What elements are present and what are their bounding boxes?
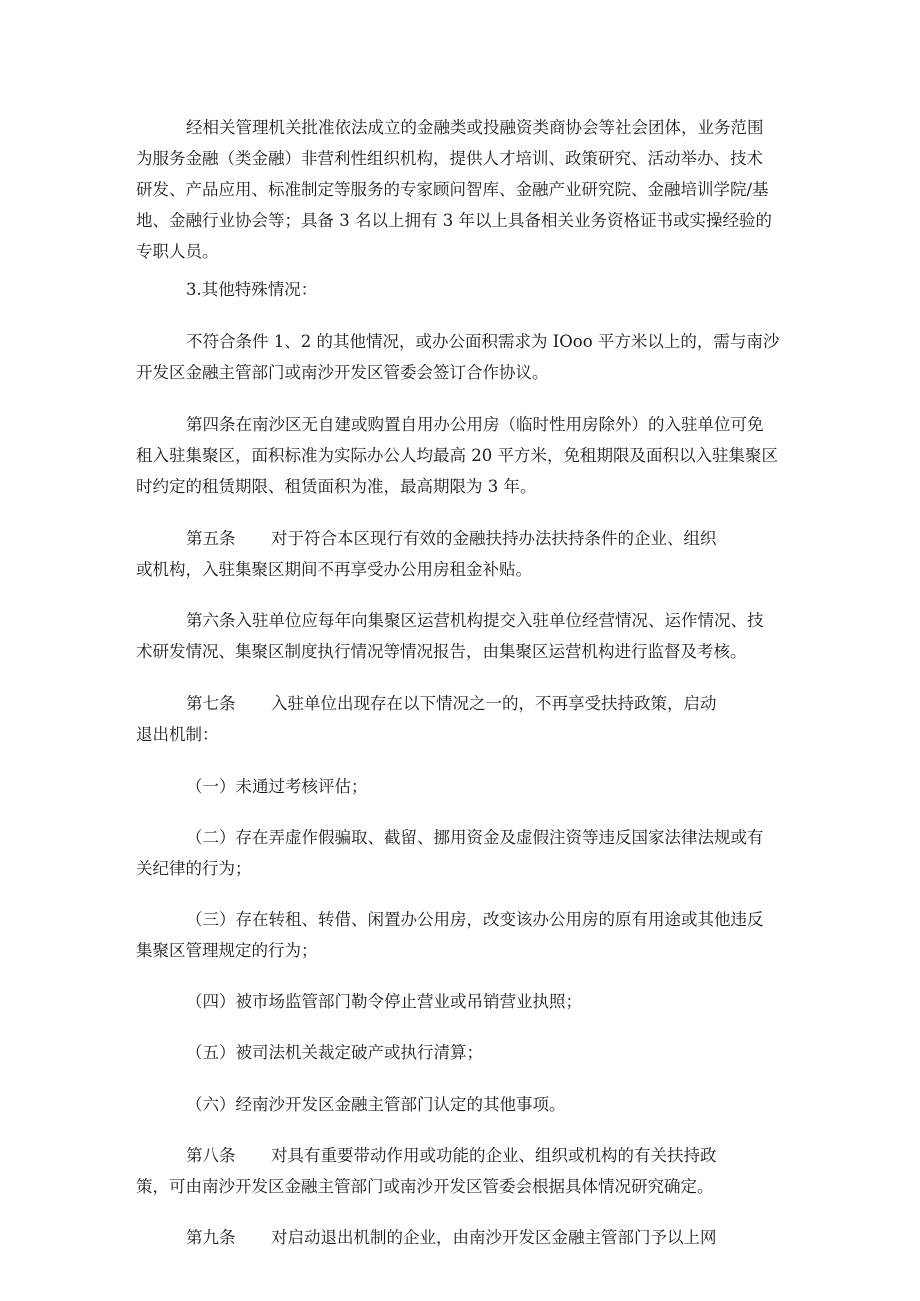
list-item-3 bbox=[136, 904, 788, 966]
paragraph-article-9 bbox=[136, 1222, 788, 1253]
text-line: 或机构，入驻集聚区期间不再享受办公用房租金补贴。 bbox=[136, 560, 532, 579]
paragraph-other-special-detail bbox=[136, 326, 788, 388]
paragraph-association bbox=[136, 112, 788, 267]
text-line: （六）经南沙开发区金融主管部门认定的其他事项。 bbox=[186, 1095, 566, 1114]
text-line: 集聚区管理规定的行为； bbox=[136, 941, 318, 960]
article-9-heading: 第九条 bbox=[186, 1228, 236, 1247]
paragraph-article-4 bbox=[136, 409, 788, 502]
text-line: 开发区金融主管部门或南沙开发区管委会签订合作协议。 bbox=[136, 363, 549, 382]
paragraph-article-8 bbox=[136, 1140, 788, 1202]
text-line: 退出机制： bbox=[136, 725, 219, 744]
text-line: 不符合条件 1、2 的其他情况，或办公面积需求为 IOoo 平方米以上的，需与南沙 bbox=[186, 332, 780, 351]
text-line: 第六条入驻单位应每年向集聚区运营机构提交入驻单位经营情况、运作情况、技 bbox=[186, 611, 764, 630]
paragraph-article-7 bbox=[136, 688, 788, 750]
text-line: （三）存在转租、转借、闲置办公用房，改变该办公用房的原有用途或其他违反 bbox=[186, 910, 764, 929]
paragraph-article-5 bbox=[136, 523, 788, 585]
text-line: 经相关管理机关批准依法成立的金融类或投融资类商协会等社会团体，业务范围 bbox=[186, 118, 764, 137]
text-line: （二）存在弄虚作假骗取、截留、挪用资金及虚假注资等违反国家法律法规或有 bbox=[186, 828, 764, 847]
text-line: （五）被司法机关裁定破产或执行清算； bbox=[186, 1043, 483, 1062]
paragraph-article-6 bbox=[136, 605, 788, 667]
text-line: 为服务金融（类金融）非营利性组织机构，提供人才培训、政策研究、活动举办、技术 bbox=[136, 149, 763, 168]
text-line: 对启动退出机制的企业，由南沙开发区金融主管部门予以上网 bbox=[271, 1228, 717, 1247]
text-line: 术研发情况、集聚区制度执行情况等情况报告，由集聚区运营机构进行监督及考核。 bbox=[136, 642, 747, 661]
text-line: （四）被市场监管部门勒令停止营业或吊销营业执照； bbox=[186, 992, 582, 1011]
text-line: 对于符合本区现行有效的金融扶持办法扶持条件的企业、组织 bbox=[271, 529, 717, 548]
heading-other-special bbox=[136, 274, 788, 305]
list-item-4 bbox=[136, 986, 788, 1017]
article-5-heading: 第五条 bbox=[186, 529, 236, 548]
text-line: 策，可由南沙开发区金融主管部门或南沙开发区管委会根据具体情况研究确定。 bbox=[136, 1177, 714, 1196]
list-item-6 bbox=[136, 1089, 788, 1120]
list-item-1 bbox=[136, 771, 788, 802]
text-line: 地、金融行业协会等；具备 3 名以上拥有 3 年以上具备相关业务资格证书或实操经验的 bbox=[136, 211, 772, 230]
text-line: 专职人员。 bbox=[136, 242, 219, 261]
text-line: 3.其他特殊情况： bbox=[186, 280, 318, 299]
list-item-5 bbox=[136, 1037, 788, 1068]
text-line: （一）未通过考核评估； bbox=[186, 777, 368, 796]
text-line: 第四条在南沙区无自建或购置自用办公用房（临时性用房除外）的入驻单位可免 bbox=[186, 415, 764, 434]
article-8-heading: 第八条 bbox=[186, 1146, 236, 1165]
text-line: 研发、产品应用、标准制定等服务的专家顾问智库、金融产业研究院、金融培训学院/基 bbox=[136, 180, 769, 199]
text-line: 对具有重要带动作用或功能的企业、组织或机构的有关扶持政 bbox=[271, 1146, 717, 1165]
list-item-2 bbox=[136, 822, 788, 884]
text-line: 租入驻集聚区，面积标准为实际办公人均最高 20 平方米，免租期限及面积以入驻集聚区 bbox=[136, 446, 778, 465]
text-line: 入驻单位出现存在以下情况之一的，不再享受扶持政策，启动 bbox=[271, 694, 717, 713]
text-line: 时约定的租赁期限、租赁面积为准，最高期限为 3 年。 bbox=[136, 477, 537, 496]
article-7-heading: 第七条 bbox=[186, 694, 236, 713]
text-line: 关纪律的行为； bbox=[136, 859, 252, 878]
